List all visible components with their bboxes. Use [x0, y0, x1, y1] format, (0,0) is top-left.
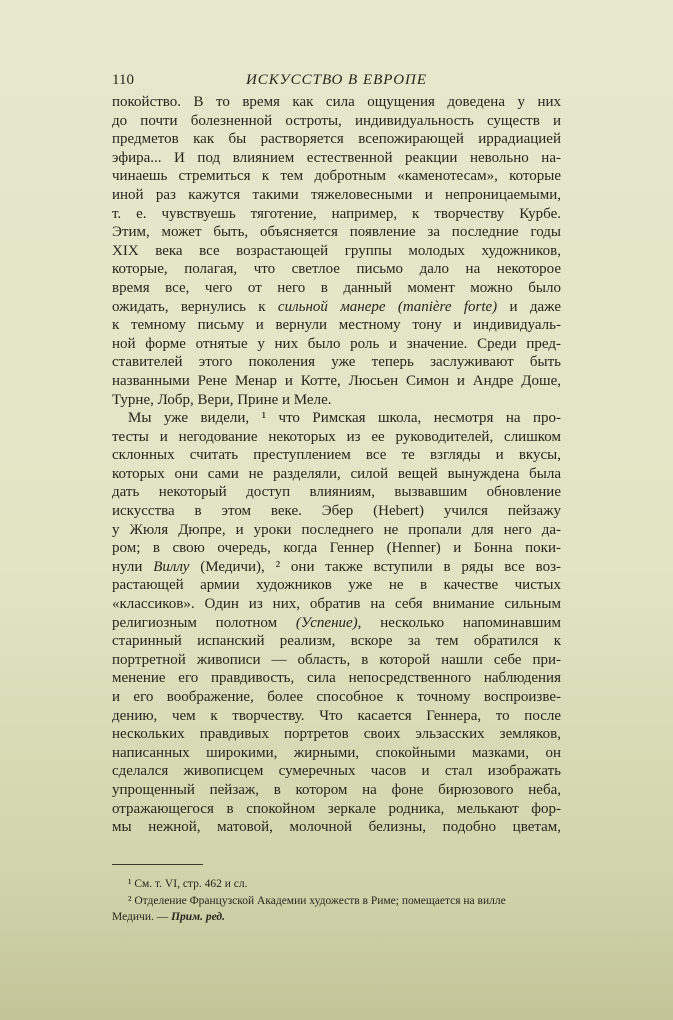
text-line: [112, 725, 561, 744]
text-segment: , несколько напоминавшим: [357, 614, 561, 631]
text-segment: Мы уже видели, ¹ что Римская школа, несмотря на про-: [128, 410, 561, 427]
text-segment: Турне, Лобр, Вери, Прине и Меле.: [112, 391, 332, 408]
text-segment: отражающегося в спокойном зеркале родника, мелькают фор-: [112, 800, 561, 817]
text-line: [112, 744, 561, 763]
text-line: [112, 595, 561, 614]
text-line: [112, 483, 561, 502]
text-line: [112, 576, 561, 595]
text-line: [112, 167, 561, 186]
running-title: ИСКУССТВО В ЕВРОПЕ: [245, 72, 428, 88]
text-segment: т. е. чувствуешь тяготение, например, к творчеству Курбе.: [112, 205, 561, 222]
text-line: [112, 112, 561, 131]
text-line: [112, 242, 561, 261]
text-segment: и его воображение, более способное к точному воспроизве-: [112, 689, 561, 705]
text-segment: нули: [112, 558, 154, 575]
text-line: [112, 707, 561, 726]
footnote-2-continued: [112, 909, 572, 926]
text-segment: которых они сами не разделяли, силой вещей вынуждена была: [112, 465, 561, 482]
text-segment: дению, чем к творчеству. Что касается Геннера, то после: [112, 707, 561, 724]
text-segment: покойство. В то время как сила ощущения доведена у них: [112, 94, 561, 110]
text-segment: написанных широкими, жирными, спокойными мазками, он: [112, 744, 561, 761]
text-segment: склонных считать преступлением все те взгляды и вкусы,: [112, 447, 561, 464]
body-text: [112, 93, 561, 837]
text-line: [112, 298, 561, 317]
text-line: [112, 614, 561, 633]
text-line: [112, 391, 561, 410]
text-segment: и даже: [497, 298, 561, 315]
text-segment: менение его правдивость, сила непосредственного наблюдения: [112, 670, 561, 687]
text-line: [112, 502, 561, 521]
text-segment: упрощенный пейзаж, в котором на фоне бирюзового неба,: [112, 781, 561, 798]
text-line: [112, 428, 561, 447]
text-line: [112, 279, 561, 298]
text-segment: портретной живописи — область, в которой нашли себе при-: [112, 651, 561, 668]
text-segment: нескольких правдивых портретов своих эльзасских земляков,: [112, 726, 561, 743]
text-line: [112, 688, 561, 707]
text-segment: ставителей этого поколения уже теперь заслуживают быть: [112, 354, 561, 371]
text-line: [112, 539, 561, 558]
text-line: [112, 669, 561, 688]
footnote-1: ¹ См. т. VI, стр. 462 и сл.: [128, 878, 248, 890]
text-segment: иной раз кажутся такими тяжеловесными и непроницаемыми,: [112, 186, 561, 203]
text-line: [112, 260, 561, 279]
italic-text: сильной манере (manière forte): [277, 298, 498, 315]
text-line: [112, 762, 561, 781]
text-segment: у Жюля Дюпре, и уроки последнего не пропали для него да-: [112, 521, 561, 538]
paragraph: [112, 409, 561, 837]
text-segment: искусства в этом веке. Эбер (Hebert) учился пейзажу: [112, 503, 561, 520]
text-line: [112, 521, 561, 540]
footnotes: [112, 876, 572, 926]
text-segment: названными Рене Менар и Котте, Люсьен Симон и Андре Доше,: [112, 372, 561, 389]
text-segment: ной форме отнятые у них было роль и значение. Среди пред-: [112, 335, 561, 352]
text-segment: к темному письму и вернули местному тону и индивидуаль-: [112, 317, 561, 334]
text-line: [112, 205, 561, 224]
text-line: [112, 149, 561, 168]
text-segment: (Медичи), ² они также вступили в ряды все воз-: [189, 558, 561, 575]
text-segment: Этим, может быть, объясняется появление за последние годы: [112, 224, 561, 241]
text-line: [112, 446, 561, 465]
text-line: [112, 186, 561, 205]
text-line: [112, 781, 561, 800]
text-segment: предметов как бы растворяется всепожирающей иррадиацией: [112, 131, 561, 148]
text-segment: чинаешь стремиться к тем добротным «каменотесам», которые: [112, 168, 561, 185]
italic-text: (Успение): [295, 614, 358, 631]
text-segment: до почти болезненной остроты, индивидуальность существ и: [112, 112, 561, 129]
text-segment: растающей армии художников уже не в качестве чистых: [112, 577, 561, 594]
footnote-2-text: Медичи. —: [112, 911, 172, 923]
text-line: [112, 409, 561, 428]
footnote-2: ² Отделение Французской Академии художеств в Риме; помещается на вилле: [128, 894, 506, 907]
text-segment: религиозным полотном: [112, 614, 296, 631]
text-segment: XIX века все возрастающей группы молодых художников,: [112, 242, 561, 259]
text-segment: эфира... И под влиянием естественной реакции невольно на-: [112, 149, 561, 166]
text-segment: тесты и негодование некоторых из ее руководителей, слишком: [112, 428, 561, 445]
italic-text: Виллу: [153, 558, 190, 575]
text-segment: ром; в свою очередь, когда Геннер (Henner) и Бонна поки-: [112, 540, 561, 557]
paragraph: [112, 93, 561, 409]
text-segment: дать некоторый доступ влияниям, вызвавшим обновление: [112, 484, 561, 501]
text-line: [112, 651, 561, 670]
text-line: [112, 353, 561, 372]
editor-note: Прим. ред.: [171, 911, 225, 923]
text-line: [112, 93, 561, 112]
text-segment: сделался живописцем сумеречных часов и стал изображать: [112, 763, 561, 780]
text-segment: которые, полагая, что светлое письмо дало на некоторое: [112, 261, 561, 278]
text-line: [112, 130, 561, 149]
text-segment: мы нежной, матовой, молочной белизны, подобно цветам,: [112, 819, 561, 836]
page-number: 110: [112, 72, 134, 88]
text-segment: время все, чего от него в данный момент можно было: [112, 279, 561, 296]
text-line: [112, 465, 561, 484]
footnote-divider: [112, 864, 203, 865]
text-line: [112, 632, 561, 651]
text-segment: старинный испанский реализм, вскоре за тем обратился к: [112, 633, 561, 650]
text-line: [112, 316, 561, 335]
text-segment: ожидать, вернулись к: [112, 298, 278, 315]
text-segment: «классиков». Один из них, обратив на себя внимание сильным: [112, 596, 561, 613]
text-line: [112, 372, 561, 391]
text-line: [112, 558, 561, 577]
page-header: [112, 72, 561, 92]
text-line: [112, 335, 561, 354]
text-line: [112, 223, 561, 242]
text-line: [112, 818, 561, 837]
text-line: [112, 800, 561, 819]
